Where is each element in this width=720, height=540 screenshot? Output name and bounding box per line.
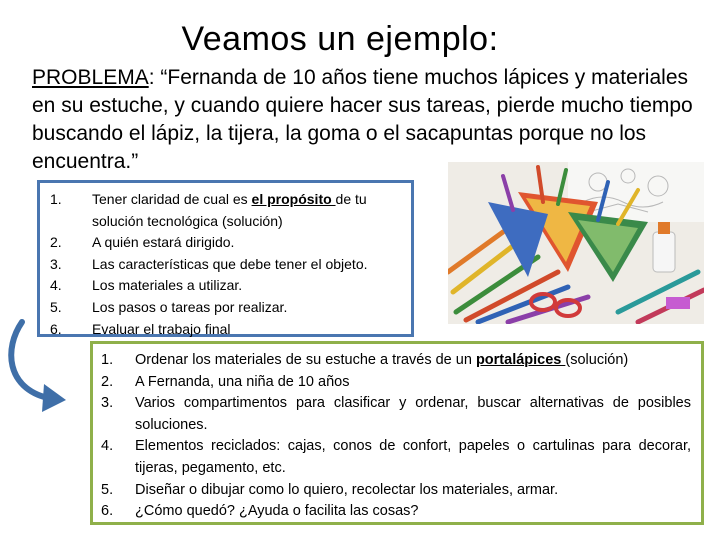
- curved-arrow-icon: [0, 318, 90, 418]
- step-number: 6.: [50, 320, 62, 337]
- answer-text: A Fernanda, una niña de 10 años: [135, 373, 350, 390]
- list-item: [101, 501, 691, 523]
- answer-number: 3.: [101, 395, 114, 412]
- step-text-pre: Tener claridad de cual es: [92, 191, 252, 207]
- problem-text: : “Fernanda de 10 años tiene muchos lápices y materiales en su estuche, y cuando quiere hacer sus tareas, pierde mucho tiempo buscando el lápiz, la tijera, la goma o el sacapuntas porque no los encuentra.”: [32, 66, 693, 173]
- answer-number: 1.: [101, 352, 114, 368]
- answer-text-pre: Ordenar los materiales de su estuche a través de un: [135, 352, 476, 368]
- answer-text: ¿Cómo quedó? ¿Ayuda o facilita las cosas?: [135, 503, 419, 520]
- answer-number: 2.: [101, 373, 114, 390]
- list-item: [46, 232, 403, 254]
- list-item: [101, 372, 691, 394]
- answer-text: Elementos reciclados: cajas, conos de confort, papeles o cartulinas para decorar, tijeras, pegamento, etc.: [135, 438, 691, 476]
- list-item: [101, 436, 691, 479]
- answer-text: Varios compartimentos para clasificar y ordenar, buscar alternativas de posibles soluciones.: [135, 395, 691, 433]
- step-number: 2.: [50, 234, 62, 251]
- problem-statement: [32, 64, 712, 176]
- step-text: Las características que debe tener el objeto.: [92, 255, 368, 272]
- list-item: [46, 297, 403, 319]
- answer-text-post: (solución): [565, 352, 629, 368]
- list-item: [46, 189, 403, 232]
- list-item: [46, 319, 403, 341]
- list-item: [101, 480, 691, 502]
- answer-text: Diseñar o dibujar como lo quiero, recolectar los materiales, armar.: [135, 481, 559, 498]
- steps-list: [46, 189, 403, 340]
- step-text: Evaluar el trabajo final: [92, 320, 231, 337]
- step-text: A quién estará dirigido.: [92, 234, 235, 251]
- step-number: 3.: [50, 255, 62, 272]
- answer-number: 4.: [101, 438, 114, 455]
- step-number: 5.: [50, 298, 62, 315]
- step-text: Los materiales a utilizar.: [92, 277, 243, 294]
- list-item: [101, 350, 691, 372]
- answer-emphasis: portalápices: [475, 352, 566, 368]
- answers-list: [101, 350, 691, 523]
- answer-number: 5.: [101, 481, 114, 498]
- craft-pencil-holder-photo-icon: [448, 162, 704, 324]
- step-text: Los pasos o tareas por realizar.: [92, 298, 288, 315]
- step-text: [92, 189, 403, 232]
- step-text-post: de tu solución tecnológica (solución): [92, 191, 367, 229]
- step-emphasis: el propósito: [251, 191, 336, 207]
- problem-label: PROBLEMA: [32, 66, 149, 89]
- list-item: [46, 275, 403, 297]
- answer-number: 6.: [101, 503, 114, 520]
- craft-photo: [448, 162, 704, 324]
- step-number: 4.: [50, 277, 62, 294]
- slide-title: Veamos un ejemplo:: [181, 20, 499, 58]
- list-item: [46, 254, 403, 276]
- steps-box: [37, 180, 414, 337]
- answers-box: [90, 341, 704, 525]
- step-number: 1.: [50, 191, 62, 207]
- answer-text: [135, 350, 691, 372]
- list-item: [101, 393, 691, 436]
